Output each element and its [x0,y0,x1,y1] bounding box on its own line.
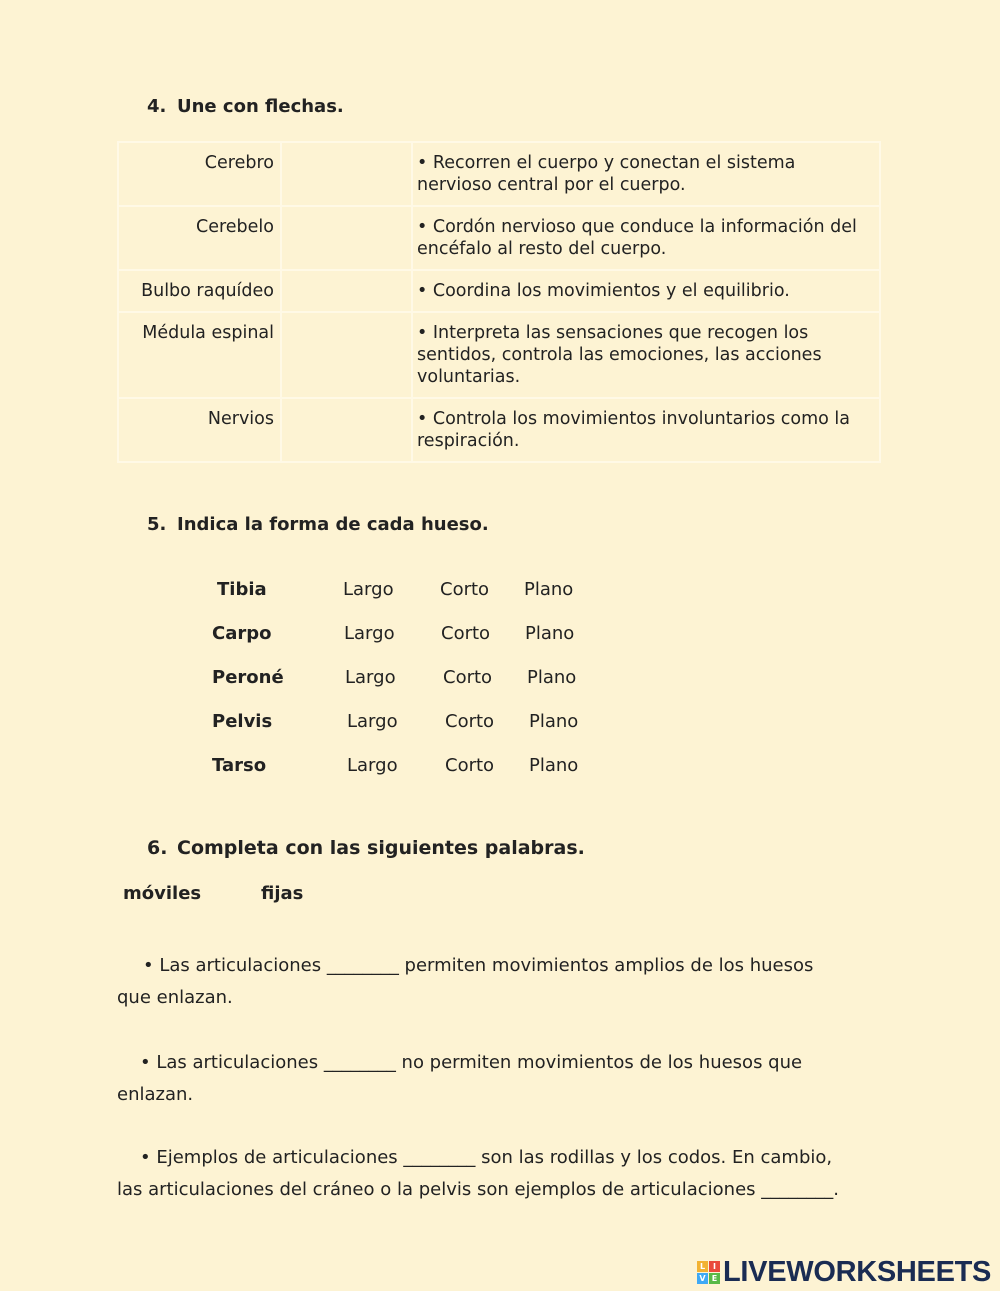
table-row [118,142,880,206]
option-corto[interactable]: Corto [445,711,495,732]
option-largo[interactable]: Largo [344,623,395,644]
term-cell[interactable]: Cerebelo [118,206,281,270]
bone-name: Pelvis [212,711,273,732]
arrow-space[interactable] [281,398,412,462]
definition-cell[interactable]: • Interpreta las sensaciones que recogen los sentidos, controla las emociones, las acciones voluntarias. [412,312,880,398]
matching-table [117,141,881,463]
option-corto[interactable]: Corto [443,667,493,688]
sentence-line: enlazan. [117,1084,194,1105]
word-option-fijas[interactable]: fijas [261,883,304,904]
definition-cell[interactable]: • Recorren el cuerpo y conectan el sistema nervioso central por el cuerpo. [412,142,880,206]
section-6-heading [147,837,585,859]
term-cell[interactable]: Nervios [118,398,281,462]
arrow-space[interactable] [281,206,412,270]
definition-cell[interactable]: • Controla los movimientos involuntarios como la respiración. [412,398,880,462]
logo-badge-letter: L [697,1261,708,1272]
term-cell[interactable]: Bulbo raquídeo [118,270,281,312]
section-4-heading [147,96,344,117]
option-plano[interactable]: Plano [527,667,577,688]
option-largo[interactable]: Largo [343,579,394,600]
sentence-3 [117,1142,887,1206]
option-plano[interactable]: Plano [529,755,579,776]
option-largo[interactable]: Largo [345,667,396,688]
logo-badge-letter: I [709,1261,720,1272]
section-number: 6. [147,837,168,859]
logo-text: LIVEWORKSHEETS [723,1256,992,1288]
option-largo[interactable]: Largo [347,755,398,776]
sentence-line[interactable]: • Ejemplos de articulaciones ________ son las rodillas y los codos. En cambio, [140,1147,833,1168]
option-corto[interactable]: Corto [445,755,495,776]
option-plano[interactable]: Plano [524,579,574,600]
table-row [118,398,880,462]
option-largo[interactable]: Largo [347,711,398,732]
section-number: 4. [147,96,167,117]
table-row [118,312,880,398]
logo-badge-letter: V [697,1273,708,1284]
section-title: Indica la forma de cada hueso. [177,514,489,535]
section-number: 5. [147,514,167,535]
option-plano[interactable]: Plano [525,623,575,644]
logo-badge-letter: E [709,1273,720,1284]
section-title: Completa con las siguientes palabras. [177,837,585,859]
table-row [118,270,880,312]
sentence-2 [117,1047,887,1111]
bone-name: Tarso [212,755,267,776]
sentence-line[interactable]: las articulaciones del cráneo o la pelvis son ejemplos de articulaciones ________. [117,1179,839,1200]
bone-name: Carpo [212,623,272,644]
sentence-line[interactable]: • Las articulaciones ________ no permiten movimientos de los huesos que [140,1052,803,1073]
sentence-1 [117,950,887,1014]
word-option-moviles[interactable]: móviles [123,883,202,904]
option-corto[interactable]: Corto [441,623,491,644]
option-plano[interactable]: Plano [529,711,579,732]
bone-name: Peroné [212,667,284,688]
arrow-space[interactable] [281,312,412,398]
section-title: Une con flechas. [177,96,344,117]
section-5-heading [147,514,489,535]
definition-cell[interactable]: • Cordón nervioso que conduce la información del encéfalo al resto del cuerpo. [412,206,880,270]
logo-badge-icon [697,1261,720,1284]
term-cell[interactable]: Cerebro [118,142,281,206]
sentence-line[interactable]: • Las articulaciones ________ permiten movimientos amplios de los huesos [143,955,814,976]
option-corto[interactable]: Corto [440,579,490,600]
table-row [118,206,880,270]
liveworksheets-logo [697,1256,991,1289]
arrow-space[interactable] [281,270,412,312]
sentence-line: que enlazan. [117,987,233,1008]
arrow-space[interactable] [281,142,412,206]
term-cell[interactable]: Médula espinal [118,312,281,398]
definition-cell[interactable]: • Coordina los movimientos y el equilibrio. [412,270,880,312]
bone-name: Tibia [217,579,267,600]
